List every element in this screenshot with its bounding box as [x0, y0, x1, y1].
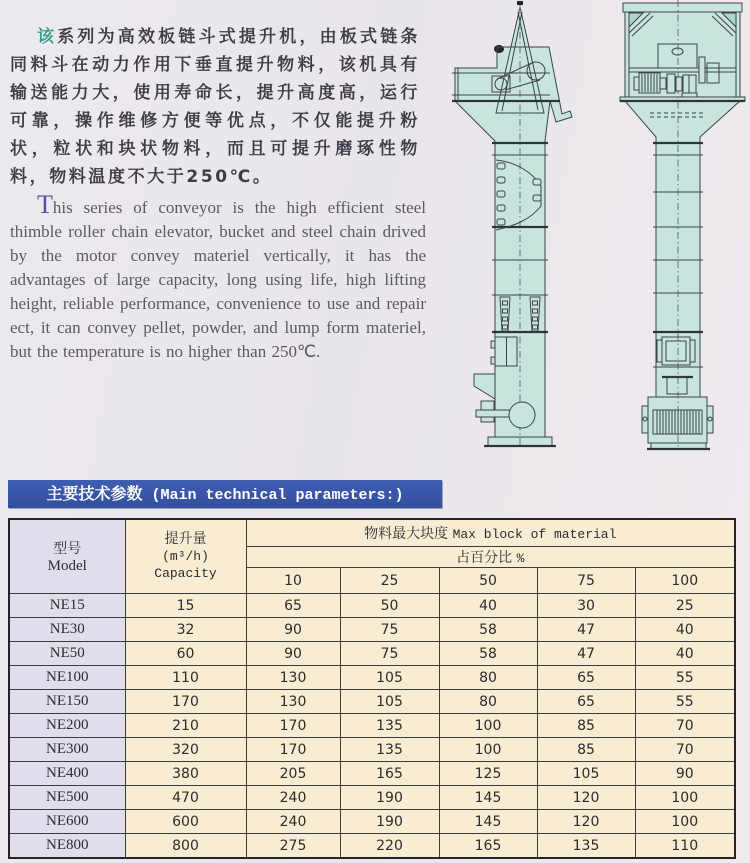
value-cell-10: 90: [246, 642, 340, 666]
table-row: [9, 714, 735, 738]
technical-parameters-table: [8, 518, 736, 859]
value-cell-75: 65: [537, 690, 635, 714]
value-cell-50: 145: [439, 786, 537, 810]
header-capacity-unit: (m³/h): [162, 549, 209, 564]
capacity-cell: 32: [125, 618, 246, 642]
header-percent-25: 25: [340, 568, 439, 594]
model-cell: NE600: [9, 810, 125, 834]
model-cell: NE150: [9, 690, 125, 714]
english-dropcap: T: [37, 190, 53, 219]
value-cell-50: 100: [439, 714, 537, 738]
value-cell-25: 105: [340, 690, 439, 714]
value-cell-10: 65: [246, 594, 340, 618]
value-cell-100: 100: [635, 810, 735, 834]
value-cell-10: 275: [246, 834, 340, 859]
capacity-cell: 800: [125, 834, 246, 859]
value-cell-75: 85: [537, 738, 635, 762]
table-row: [9, 738, 735, 762]
value-cell-50: 145: [439, 810, 537, 834]
value-cell-25: 190: [340, 786, 439, 810]
value-cell-10: 205: [246, 762, 340, 786]
capacity-cell: 15: [125, 594, 246, 618]
model-cell: NE300: [9, 738, 125, 762]
value-cell-100: 55: [635, 690, 735, 714]
elevator-side-view-svg: [438, 0, 588, 452]
model-cell: NE400: [9, 762, 125, 786]
value-cell-10: 170: [246, 738, 340, 762]
value-cell-10: 130: [246, 666, 340, 690]
table-row: [9, 642, 735, 666]
header-percent-sign: %: [516, 551, 525, 566]
value-cell-10: 130: [246, 690, 340, 714]
section-title-chinese: 主要技术参数: [46, 484, 143, 503]
value-cell-25: 165: [340, 762, 439, 786]
value-cell-50: 40: [439, 594, 537, 618]
value-cell-100: 70: [635, 738, 735, 762]
header-capacity: [125, 519, 246, 594]
header-max-block-cn: 物料最大块度: [364, 526, 449, 542]
capacity-cell: 110: [125, 666, 246, 690]
section-title-latin: (Main technical parameters:): [142, 487, 404, 504]
value-cell-50: 80: [439, 690, 537, 714]
table-row: [9, 666, 735, 690]
header-model-cn: 型号: [53, 541, 82, 557]
capacity-cell: 60: [125, 642, 246, 666]
value-cell-100: 90: [635, 762, 735, 786]
header-max-block: [246, 519, 735, 547]
chinese-text: 系列为高效板链斗式提升机，由板式链条同料斗在动力作用下垂直提升物料，该机具有输送能力大，使用寿命长，提升高度高，运行可靠，操作维修方便等优点，不仅能提升粉状，粒状和块状物料，而且可提升磨琢性物料，物料温度不大于250℃。: [10, 27, 420, 187]
value-cell-75: 105: [537, 762, 635, 786]
intro-paragraph-english: [10, 190, 426, 364]
value-cell-25: 135: [340, 714, 439, 738]
table-row: [9, 690, 735, 714]
value-cell-50: 80: [439, 666, 537, 690]
model-cell: NE15: [9, 594, 125, 618]
value-cell-25: 75: [340, 642, 439, 666]
value-cell-75: 135: [537, 834, 635, 859]
value-cell-100: 55: [635, 666, 735, 690]
model-cell: NE50: [9, 642, 125, 666]
elevator-side-view-drawing: [438, 0, 588, 452]
value-cell-75: 120: [537, 786, 635, 810]
chinese-dropcap: 该: [37, 27, 58, 47]
header-max-block-en: Max block of material: [452, 527, 617, 542]
header-percent: [246, 547, 735, 568]
model-cell: NE200: [9, 714, 125, 738]
capacity-cell: 380: [125, 762, 246, 786]
table-row: [9, 618, 735, 642]
value-cell-100: 110: [635, 834, 735, 859]
elevator-front-view-svg: [612, 0, 750, 452]
capacity-cell: 600: [125, 810, 246, 834]
value-cell-75: 120: [537, 810, 635, 834]
value-cell-75: 47: [537, 642, 635, 666]
header-percent-50: 50: [439, 568, 537, 594]
capacity-cell: 170: [125, 690, 246, 714]
table-body: [9, 594, 735, 859]
value-cell-25: 105: [340, 666, 439, 690]
value-cell-10: 90: [246, 618, 340, 642]
section-title-bar: [8, 480, 442, 508]
value-cell-50: 58: [439, 618, 537, 642]
model-cell: NE800: [9, 834, 125, 859]
value-cell-10: 240: [246, 810, 340, 834]
elevator-front-view-drawing: [612, 0, 750, 452]
value-cell-25: 220: [340, 834, 439, 859]
header-percent-75: 75: [537, 568, 635, 594]
capacity-cell: 320: [125, 738, 246, 762]
value-cell-75: 65: [537, 666, 635, 690]
value-cell-75: 30: [537, 594, 635, 618]
value-cell-100: 40: [635, 618, 735, 642]
table-row: [9, 786, 735, 810]
intro-paragraph-chinese: [10, 23, 420, 191]
header-model-en: Model: [47, 558, 87, 574]
header-percent-100: 100: [635, 568, 735, 594]
table-row: [9, 810, 735, 834]
english-text: his series of conveyor is the high efficient steel thimble roller chain elevator, bucket and steel chain drived by the motor convey materiel vertically, it has the advantages of large capacity, long using life, high lifting height, reliable performance, convenience to use and repair ect, it can convey pellet, powder, and lump form materiel, but the temperature is no higher than 250℃.: [10, 198, 426, 361]
model-cell: NE500: [9, 786, 125, 810]
capacity-cell: 470: [125, 786, 246, 810]
value-cell-100: 100: [635, 786, 735, 810]
model-cell: NE100: [9, 666, 125, 690]
value-cell-25: 135: [340, 738, 439, 762]
value-cell-100: 25: [635, 594, 735, 618]
value-cell-25: 50: [340, 594, 439, 618]
value-cell-75: 47: [537, 618, 635, 642]
capacity-cell: 210: [125, 714, 246, 738]
header-capacity-en: Capacity: [154, 566, 217, 581]
value-cell-50: 58: [439, 642, 537, 666]
value-cell-50: 125: [439, 762, 537, 786]
value-cell-75: 85: [537, 714, 635, 738]
header-percent-10: 10: [246, 568, 340, 594]
table-row: [9, 594, 735, 618]
header-model: [9, 519, 125, 594]
value-cell-100: 40: [635, 642, 735, 666]
value-cell-50: 100: [439, 738, 537, 762]
header-percent-cn: 占百分比: [456, 550, 513, 566]
table-row: [9, 762, 735, 786]
value-cell-25: 75: [340, 618, 439, 642]
value-cell-50: 165: [439, 834, 537, 859]
value-cell-100: 70: [635, 714, 735, 738]
model-cell: NE30: [9, 618, 125, 642]
table-row: [9, 834, 735, 859]
value-cell-25: 190: [340, 810, 439, 834]
value-cell-10: 240: [246, 786, 340, 810]
value-cell-10: 170: [246, 714, 340, 738]
header-capacity-cn: 提升量: [164, 531, 207, 547]
